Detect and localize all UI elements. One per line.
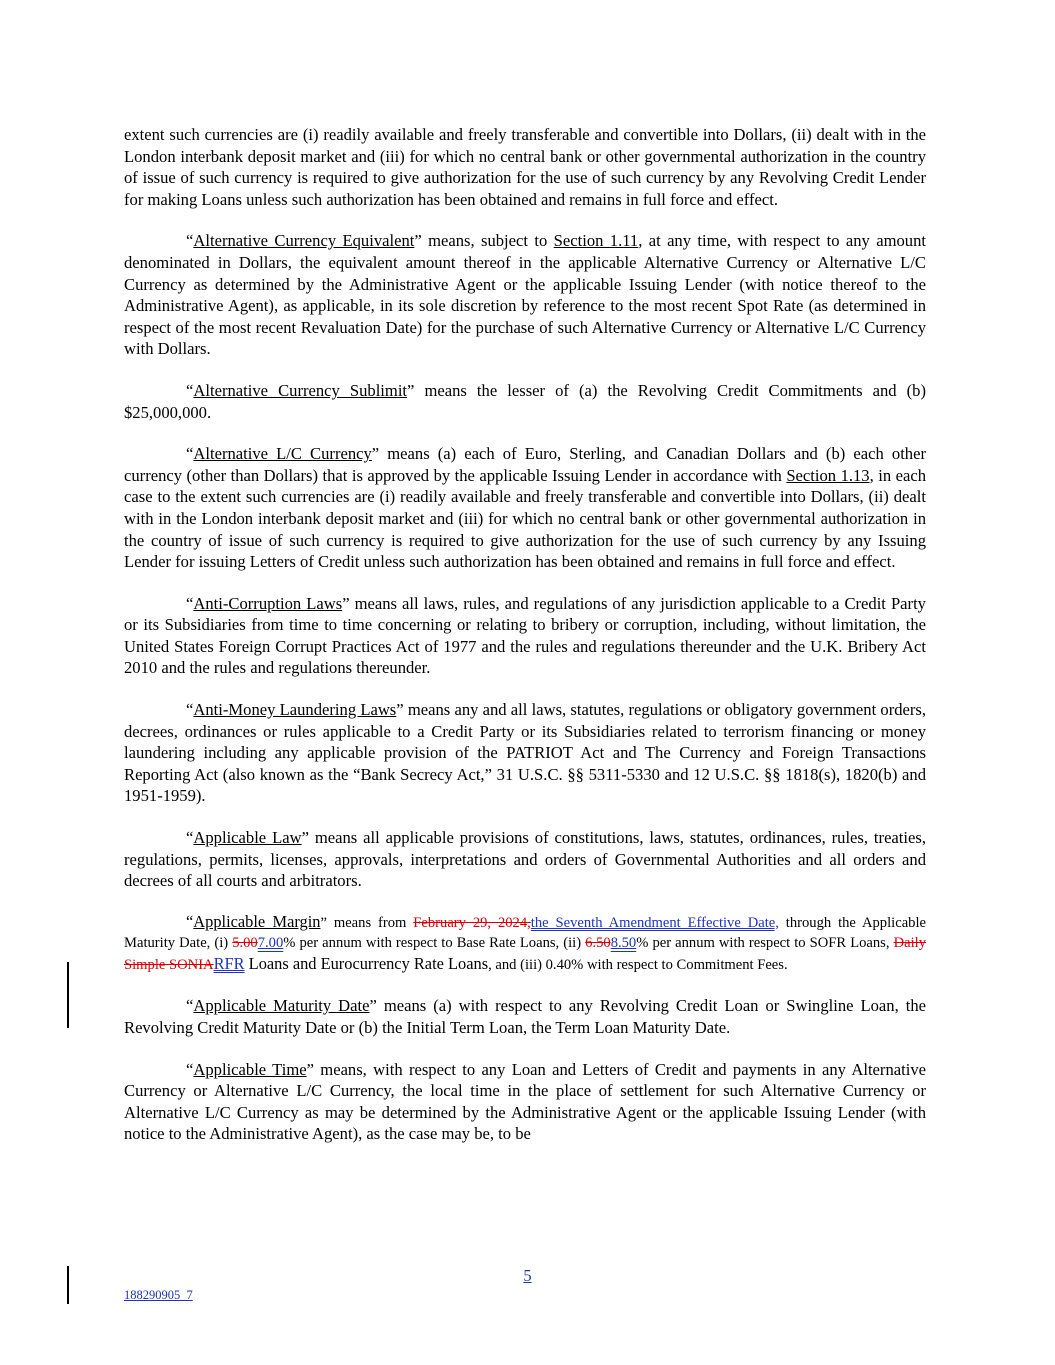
defined-term: Alternative Currency Equivalent	[193, 231, 415, 251]
defined-term: Applicable Maturity Date	[193, 996, 370, 1016]
defined-term: Applicable Law	[193, 828, 302, 848]
def-applicable-maturity-date: “Applicable Maturity Date” means (a) with respect to any Revolving Credit Loan or Swingline Loan, the Revolving Credit Maturity Date or (b) the Initial Term Loan, the Term Loan Maturity Date.	[124, 996, 926, 1037]
def-alternative-currency-sublimit: “Alternative Currency Sublimit” means the lesser of (a) the Revolving Credit Commitments and (b) $25,000,000.	[124, 380, 926, 422]
def-alternative-currency-equivalent: “Alternative Currency Equivalent” means, subject to Section 1.11, at any time, with respect to any amount denominated in Dollars, the equivalent amount thereof in the applicable Alternative Currency or Alternative L/C Currency as determined by the Administrative Agent or the applicable Issuing Lender (with notice thereof to the Administrative Agent), as applicable, in its sole discretion by reference to the most recent Spot Rate (as determined in respect of the most recent Revaluation Date) for the purchase of such Alternative Currency or Alternative L/C Currency with Dollars.	[124, 231, 926, 359]
defined-term: Applicable Time	[193, 1059, 307, 1079]
def-anti-money-laundering-laws: “Anti-Money Laundering Laws” means any and all laws, statutes, regulations or obligatory government orders, decrees, ordinances or rules applicable to a Credit Party or its Subsidiaries related to terrorism financing or money laundering including any applicable provision of the PATRIOT Act and The Currency and Foreign Transactions Reporting Act (also known as the “Bank Secrecy Act,” 31 U.S.C. §§ 5311-5330 and 12 U.S.C. §§ 1818(s), 1820(b) and 1951-1959).	[124, 700, 927, 806]
deleted-text: 6.50	[585, 935, 611, 952]
inserted-text: RFR	[213, 953, 245, 973]
inserted-text: 7.00	[257, 935, 284, 952]
inserted-text: the Seventh Amendment Effective Date,	[530, 914, 779, 931]
defined-term: Applicable Margin	[193, 911, 321, 931]
def-applicable-margin: “Applicable Margin” means from February 29, 2024,the Seventh Amendment Effective Date, through the Applicable Maturity Date, (i) 5.007.00% per annum with respect to Base Rate Loans, (ii) 6.508.50% per annum with respect to SOFR Loans, Daily Simple SONIARFR Loans and Eurocurrency Rate Loans, and (iii) 0.40% with respect to Commitment Fees.	[124, 911, 926, 973]
section-reference[interactable]: Section 1.11	[553, 231, 639, 251]
document-page	[124, 124, 926, 1165]
document-id: 188290905_7	[124, 1288, 193, 1302]
section-reference[interactable]: Section 1.13	[786, 465, 870, 485]
def-applicable-law: “Applicable Law” means all applicable provisions of constitutions, laws, statutes, ordinances, rules, treaties, regulations, permits, licenses, approvals, interpretations and orders of Governmental Authorities and all orders and decrees of all courts and arbitrators.	[124, 828, 926, 891]
change-bar	[67, 962, 69, 1028]
deleted-text: Daily Simple SONIA	[124, 935, 926, 973]
def-anti-corruption-laws: “Anti-Corruption Laws” means all laws, rules, and regulations of any jurisdiction applicable to a Credit Party or its Subsidiaries from time to time concerning or relating to bribery or corruption, including, without limitation, the United States Foreign Corrupt Practices Act of 1977 and the rules and regulations thereunder and the U.K. Bribery Act 2010 and the rules and regulations thereunder.	[124, 593, 926, 678]
inserted-text: 8.50	[610, 935, 637, 952]
defined-term: Anti-Corruption Laws	[193, 593, 343, 613]
defined-term: Alternative Currency Sublimit	[193, 380, 408, 400]
def-alternative-lc-currency: “Alternative L/C Currency” means (a) each of Euro, Sterling, and Canadian Dollars and (b) each other currency (other than Dollars) that is approved by the applicable Issuing Lender in accordance with Section 1.13, in each case to the extent such currencies are (i) readily available and freely transferable and convertible into Dollars, (ii) dealt with in the London interbank deposit market and (iii) for which no central bank or other governmental authorization in the country of issue of such currency is required to give authorization for the use of such currency by any Issuing Lender for issuing Letters of Credit unless such authorization has been obtained and remains in full force and effect.	[124, 444, 926, 572]
intro-paragraph: extent such currencies are (i) readily available and freely transferable and convertible into Dollars, (ii) dealt with in the London interbank deposit market and (iii) for which no central bank or other governmental authorization in the country of issue of such currency is required to give authorization for the use of such currency by any Revolving Credit Lender for making Loans unless such authorization has been obtained and remains in full force and effect.	[124, 125, 926, 209]
deleted-text: 5.00	[232, 935, 258, 952]
defined-term: Anti-Money Laundering Laws	[193, 700, 397, 720]
def-applicable-time: “Applicable Time” means, with respect to any Loan and Letters of Credit and payments in any Alternative Currency or Alternative L/C Currency, the local time in the place of settlement for such Alternative Currency or Alternative L/C Currency as may be determined by the Administrative Agent or the applicable Issuing Lender (with notice to the Administrative Agent), as the case may be, to be	[124, 1059, 926, 1144]
deleted-text: February 29, 2024,	[413, 914, 531, 931]
defined-term: Alternative L/C Currency	[193, 444, 372, 464]
page-number: 5	[523, 1266, 532, 1285]
